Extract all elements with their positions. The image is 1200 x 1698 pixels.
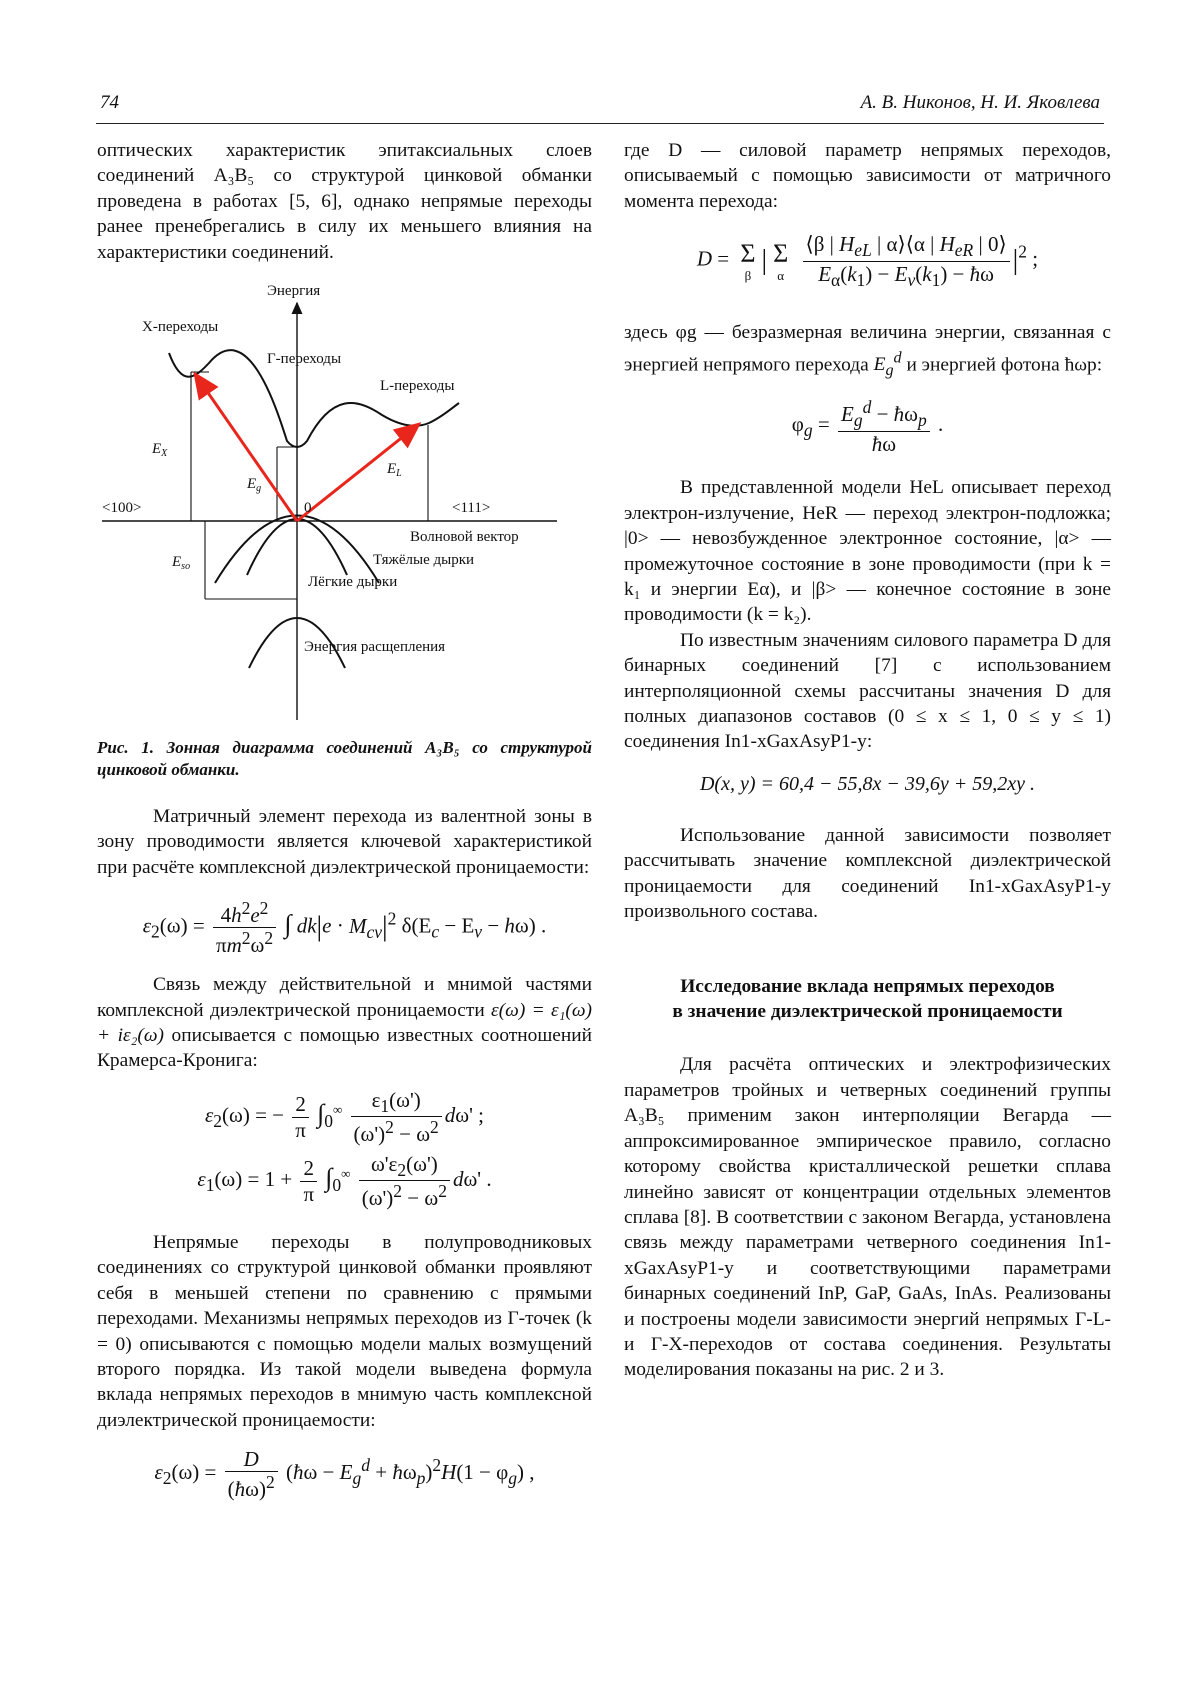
el-label: $E_L$ xyxy=(387,461,402,480)
paragraph: Связь между действительной и мнимой частями комплексной диэлектрической проницаемости ε(ω) = ε₁(ω) + iε₂(ω) описывается с помощью известных соотношений Крамерса-Кронига: xyxy=(97,974,592,1072)
equation-D: D = Σ β | Σ α $\frac{⟨\beta | H_{eL} | \alpha⟩⟨\alpha | H_{eR} | 0⟩}{E_\alpha(k_1) - E_v(k_1) - ħ\omega}$ $|^2$ ; xyxy=(696,232,1039,290)
dir-100-label: <100> xyxy=(102,500,142,517)
light-holes-label: Лёгкие дырки xyxy=(308,574,398,591)
left-column xyxy=(97,138,592,1507)
paragraph: Использование данной зависимости позволяет рассчитывать значение комплексной диэлектрической проницаемости для соединений In1-xGaxAsyP1-y произвольного состава. xyxy=(624,824,1111,923)
header-authors: А. В. Никонов, Н. И. Яковлева xyxy=(860,92,1100,113)
equation-eps2: $\varepsilon_2(\omega)$ = $\frac{4h^2e^2}{\pi m^2\omega^2}$ ∫ $dk|e \cdot M_{cv}|^2$ $\delta(E_c - E_v - h\omega)$ . xyxy=(142,898,547,958)
equation-phi: $\varphi_g$ = $\frac{E_g^d - ħ\omega_p}{ħ\omega}$ . xyxy=(791,397,944,456)
dir-111-label: <111> xyxy=(452,500,491,517)
equation-Dxy: D(x, y) = 60,4 − 55,8x − 39,6y + 59,2xy . xyxy=(699,772,1035,795)
band-diagram xyxy=(97,283,592,725)
eg-label: $E_g$ xyxy=(247,476,262,495)
ex-label: $E_X$ xyxy=(152,441,168,460)
paragraph: где D — силовой параметр непрямых переходов, описываемый с помощью зависимости от матричного момента перехода: xyxy=(624,140,1111,212)
energy-axis-label: Энергия xyxy=(267,283,321,300)
x-transitions-label: X-переходы xyxy=(142,319,219,336)
section-heading xyxy=(624,974,1111,1024)
paragraph: Матричный элемент перехода из валентной зоны в зону проводимости является ключевой характеристикой при расчёте комплексной диэлектрической проницаемости: xyxy=(97,806,592,878)
g-transitions-label: Г-переходы xyxy=(267,351,342,368)
wave-vector-label: Волновой вектор xyxy=(410,529,519,546)
section-title-line-1: Исследование вклада непрямых переходов xyxy=(680,976,1055,998)
section-title-line-2: в значение диэлектрической проницаемости xyxy=(672,1001,1063,1023)
heavy-holes-label: Тяжёлые дырки xyxy=(373,552,475,569)
eso-label: $E_{so}$ xyxy=(172,554,191,573)
l-transitions-label: L-переходы xyxy=(380,378,455,395)
paragraph: здесь φg — безразмерная величина энергии, связанная с энергией непрямого перехода $E_g^d$ и энергией фотона ħωp: xyxy=(624,322,1111,379)
figure-caption: Рис. 1. Зонная диаграмма соединений A₃B₅ со структурой цинковой обманки. xyxy=(97,738,592,780)
page-number: 74 xyxy=(100,92,119,113)
inline-formula: ε(ω) = ε₁(ω) + iε₂(ω) xyxy=(97,999,592,1047)
band-diagram-figure xyxy=(97,283,592,725)
origin-label: 0 xyxy=(304,500,312,517)
paragraph: В представленной модели HeL описывает переход электрон-излучение, HeR — переход электрон-подложка; |0> — невозбужденное электронное состояние, |α> — промежуточное состояние в зоне проводимости (при k = k₁ и энергии Eα), и |β> — конечное состояние в зоне проводимости (k = k₂). xyxy=(624,477,1111,626)
paragraph: По известным значениям силового параметра D для бинарных соединений [7] с использованием интерполяционной схемы рассчитаны значения D для полных диапазонов составов (0 ≤ x ≤ 1, 0 ≤ y ≤ 1) соединения In1-xGaxAsyP1-y: xyxy=(624,629,1111,753)
paragraph: оптических характеристик эпитаксиальных слоев соединений A₃B₅ со структурой цинковой обманки проведена в работах [5, 6], однако непрямые переходы ранее пренебрегались в силу их меньшего влияния на характеристики соединений. xyxy=(97,140,592,263)
equation-indirect: $\varepsilon_2(\omega)$ = $\frac{D}{(ħ\omega)^2}$ (ħω − $E_g^d$ + $ħ\omega_p)^2H(1 - \varphi_g)$ , xyxy=(154,1447,535,1502)
running-header xyxy=(100,92,1100,118)
right-column xyxy=(624,138,1111,1383)
header-rule xyxy=(96,123,1104,124)
paragraph: Для расчёта оптических и электрофизических параметров тройных и четверных соединений группы A₃B₅ применим закон интерполяции Вегарда — аппроксимированное эмпирическое правило, согласно которому свойства кристаллической решетки сплава линейно зависят от концентрации отдельных элементов сплава [8]. В соответствии с законом Вегарда, установлена связь между параметрами четверного соединения In1-xGaxAsyP1-y и соответствующими параметрами бинарных соединений InP, GaP, GaAs, InAs. Реализованы и построены модели зависимости энергий непрямых Г-L- и Г-X-переходов от состава соединения. Результаты моделирования показаны на рис. 2 и 3. xyxy=(624,1054,1111,1381)
paragraph: Непрямые переходы в полупроводниковых соединениях со структурой цинковой обманки проявляют себя в меньшей степени по сравнению с прямыми переходами. Механизмы непрямых переходов из Г-точек (k = 0) описываются с помощью модели малых возмущений второго порядка. Из такой модели выведена формула вклада непрямых переходов в мнимую часть комплексной диэлектрической проницаемости: xyxy=(97,1231,592,1431)
equation-kk2: $\varepsilon_1(\omega) = 1$ + $\frac{2}{\pi}$ $\int_0^\infty$ $\frac{\omega'\varepsilon_2(\omega')}{(\omega')^2 - \omega^2}$ dω' . xyxy=(197,1151,492,1211)
split-energy-label: Энергия расщепления xyxy=(304,639,446,656)
equation-kk1: $\varepsilon_2(\omega)$ = − $\frac{2}{\pi}$ $\int_0^\infty$ $\frac{\varepsilon_1(\omega')}{(\omega')^2 - \omega^2}$ dω' ; xyxy=(204,1087,484,1147)
